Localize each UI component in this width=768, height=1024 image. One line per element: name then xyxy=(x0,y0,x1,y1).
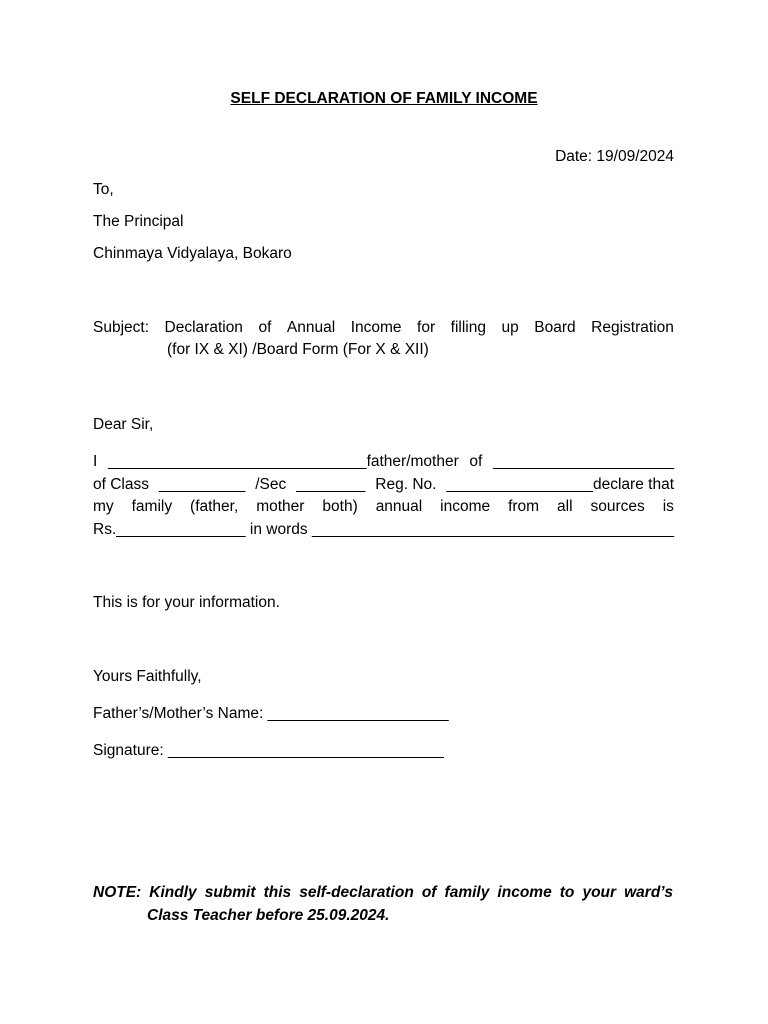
declaration-line-3 xyxy=(93,496,674,519)
note-block xyxy=(93,882,673,927)
note-word: submit xyxy=(204,884,256,901)
declaration-word: income xyxy=(440,498,491,515)
recipient-school: Chinmaya Vidyalaya, Bokaro xyxy=(93,245,292,262)
note-word: of xyxy=(421,884,437,901)
declaration-word: _________________declare that xyxy=(446,475,674,493)
note-word: income xyxy=(497,884,552,901)
declaration-word: _____________________ xyxy=(492,453,674,470)
subject-line-1 xyxy=(93,317,674,339)
declaration-word: of xyxy=(469,453,483,470)
declaration-word: /Sec xyxy=(255,475,287,493)
parent-name-line: Father’s/Mother’s Name: _____________________ xyxy=(93,705,449,722)
declaration-word: ________ xyxy=(296,475,366,493)
declaration-word: sources xyxy=(590,498,645,515)
declaration-line-1 xyxy=(93,451,674,474)
note-word: NOTE: xyxy=(93,884,142,901)
subject-word: for xyxy=(417,319,436,336)
subject-line-2: (for IX & XI) /Board Form (For X & XII) xyxy=(167,341,429,358)
note-word: self-declaration xyxy=(299,884,414,901)
declaration-word: mother xyxy=(256,498,305,515)
subject-word: up xyxy=(501,319,519,336)
declaration-word: (father, xyxy=(190,498,239,515)
declaration-word: both) xyxy=(322,498,358,515)
subject-word: Registration xyxy=(591,319,674,336)
subject-word: Annual xyxy=(286,319,336,336)
declaration-word: ______________________________father/mother xyxy=(107,453,459,470)
note-word: Kindly xyxy=(149,884,197,901)
note-word: family xyxy=(444,884,490,901)
declaration-word: Rs._______________ xyxy=(93,520,246,538)
document-title: SELF DECLARATION OF FAMILY INCOME xyxy=(230,90,538,107)
declaration-line-4 xyxy=(93,519,674,542)
declaration-word: in words xyxy=(249,520,308,538)
note-line-2: Class Teacher before 25.09.2024. xyxy=(147,906,390,924)
subject-word: of xyxy=(258,319,272,336)
subject-word: Income xyxy=(350,319,402,336)
declaration-word: family xyxy=(131,498,173,515)
declaration-word: all xyxy=(557,498,573,515)
declaration-word: of Class xyxy=(93,475,149,493)
declaration-word: __________ xyxy=(159,475,246,493)
declaration-word: is xyxy=(662,498,674,515)
declaration-paragraph xyxy=(93,451,674,541)
subject-word: Declaration xyxy=(164,319,243,336)
declaration-word: annual xyxy=(375,498,423,515)
closing-line: Yours Faithfully, xyxy=(93,668,202,685)
declaration-line-2 xyxy=(93,474,674,497)
signature-line: Signature: ________________________________ xyxy=(93,742,444,759)
declaration-word: __________________________________________ xyxy=(311,520,674,538)
declaration-word: I xyxy=(93,453,98,470)
note-word: to xyxy=(559,884,575,901)
recipient-to: To, xyxy=(93,181,114,198)
note-line-1 xyxy=(93,882,673,905)
salutation: Dear Sir, xyxy=(93,416,154,433)
declaration-word: Reg. No. xyxy=(375,475,437,493)
subject-word: Board xyxy=(534,319,576,336)
subject-word: Subject: xyxy=(93,319,150,336)
declaration-word: from xyxy=(508,498,540,515)
document-date: Date: 19/09/2024 xyxy=(555,148,674,165)
note-word: ward’s xyxy=(624,884,673,901)
note-word: your xyxy=(582,884,617,901)
information-line: This is for your information. xyxy=(93,594,280,611)
declaration-word: my xyxy=(93,498,114,515)
subject-block xyxy=(93,317,674,361)
recipient-name: The Principal xyxy=(93,213,184,230)
note-word: this xyxy=(263,884,292,901)
subject-word: filling xyxy=(450,319,486,336)
